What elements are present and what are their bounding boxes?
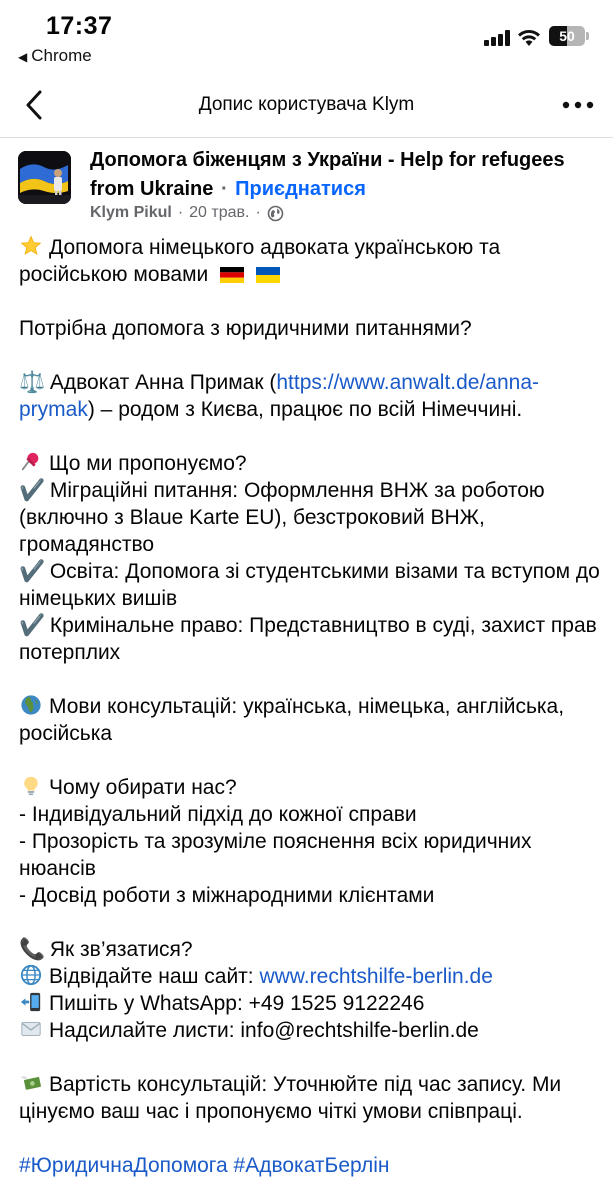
post-line [19,369,604,423]
post-text: Допомога німецького адвоката українською та російською мовами [19,236,501,286]
globe-europe-africa-icon [19,694,43,716]
post-line [19,558,604,612]
post-text: ) – родом з Києва, працює по всій Німеччині. [87,398,523,421]
author-name-link[interactable]: Klym Pikul [90,204,172,221]
meta-separator: · [255,204,261,221]
post-line [19,774,604,801]
post-line [19,1017,604,1044]
post-text: Надсилайте листи: info@rechtshilfe-berlin.de [49,1019,479,1042]
nav-bar [0,72,613,138]
post-line: - Індивідуальний підхід до кожної справи [19,803,417,826]
post-line [19,1071,604,1125]
group-name-line [90,146,600,204]
website-link[interactable]: www.rechtshilfe-berlin.de [259,965,493,988]
post-line: - Досвід роботи з міжнародними клієнтами [19,884,435,907]
post-text: Пишіть у WhatsApp: +49 1525 9122246 [49,992,425,1015]
group-avatar[interactable] [18,151,71,204]
wifi-icon [517,27,541,47]
post-line [19,477,604,558]
battery-percent: 50 [559,28,575,44]
envelope-icon [19,1018,43,1040]
back-triangle-icon: ◀ [18,50,28,64]
battery-icon [549,26,585,46]
post-line: - Прозорість та зрозуміле пояснення всіх юридичних нюансів [19,830,532,880]
more-horizontal-icon[interactable] [558,90,598,120]
post-line [19,234,604,288]
cellular-signal-icon [484,30,512,46]
balance-scale-icon: ⚖️ [19,370,46,394]
post-line [19,612,604,666]
check-mark-icon: ✔️ [19,613,46,637]
post-text: Кримінальне право: Представництво в суді, захист прав потерплих [19,614,597,664]
post-text: Відвідайте наш сайт: [49,965,260,988]
globe-with-meridians-icon [19,964,43,986]
post-line [19,693,604,747]
post-text: Як зв’язатися? [49,938,193,961]
post-line [19,963,604,990]
check-mark-icon: ✔️ [19,559,46,583]
post-header [0,138,613,230]
post-text: Вартість консультацій: Уточнюйте під час запису. Ми цінуємо ваш час і пропонуємо чіткі умови співпраці. [19,1073,562,1123]
post-meta [90,204,284,222]
post-text: Освіта: Допомога зі студентськими візами та вступом до німецьких вишів [19,560,600,610]
glowing-star-icon [19,235,43,257]
post-line [19,450,604,477]
pushpin-icon [19,451,43,473]
post-text: Адвокат Анна Примак ( [49,371,277,394]
group-avatar-image [18,151,71,204]
status-time: 17:37 [46,12,113,40]
light-bulb-icon [19,775,43,797]
back-app-label: Chrome [31,46,92,65]
post-text: Міграційні питання: Оформлення ВНЖ за роботою (включно з Blaue Karte EU), безстроковий ВНЖ, громадянство [19,479,545,556]
mobile-phone-arrow-icon [19,991,43,1013]
meta-separator: · [177,204,184,221]
check-mark-icon: ✔️ [19,478,46,502]
post-text: Що ми пропонуємо? [49,452,247,475]
back-to-app-link[interactable] [18,46,92,66]
post-line: Потрібна допомога з юридичними питаннями? [19,317,472,340]
group-name-link[interactable]: Допомога біженцям з України - Help for refugees from Ukraine [90,149,565,200]
telephone-icon: 📞 [19,937,46,961]
post-text: Чому обирати нас? [49,776,237,799]
lawyer-profile-link[interactable]: https://www.anwalt.de/anna-prymak [19,371,540,421]
money-with-wings-icon [19,1072,43,1094]
germany-flag-icon [220,267,244,283]
join-group-button[interactable]: Приєднатися [235,178,366,200]
post-line [19,936,604,963]
hashtags-line[interactable]: #ЮридичнаДопомога #АдвокатБерлін [19,1154,390,1177]
post-text: Мови консультацій: українська, німецька, англійська, російська [19,695,565,745]
battery-cap [586,32,589,40]
status-bar [0,0,613,72]
globe-icon [267,205,284,222]
separator-dot: · [220,178,228,200]
nav-title: Допис користувача Klym [198,94,415,115]
post-body [19,234,604,1179]
post-date-link[interactable]: 20 трав. [189,204,250,221]
post-line [19,990,604,1017]
ukraine-flag-icon [256,267,280,283]
